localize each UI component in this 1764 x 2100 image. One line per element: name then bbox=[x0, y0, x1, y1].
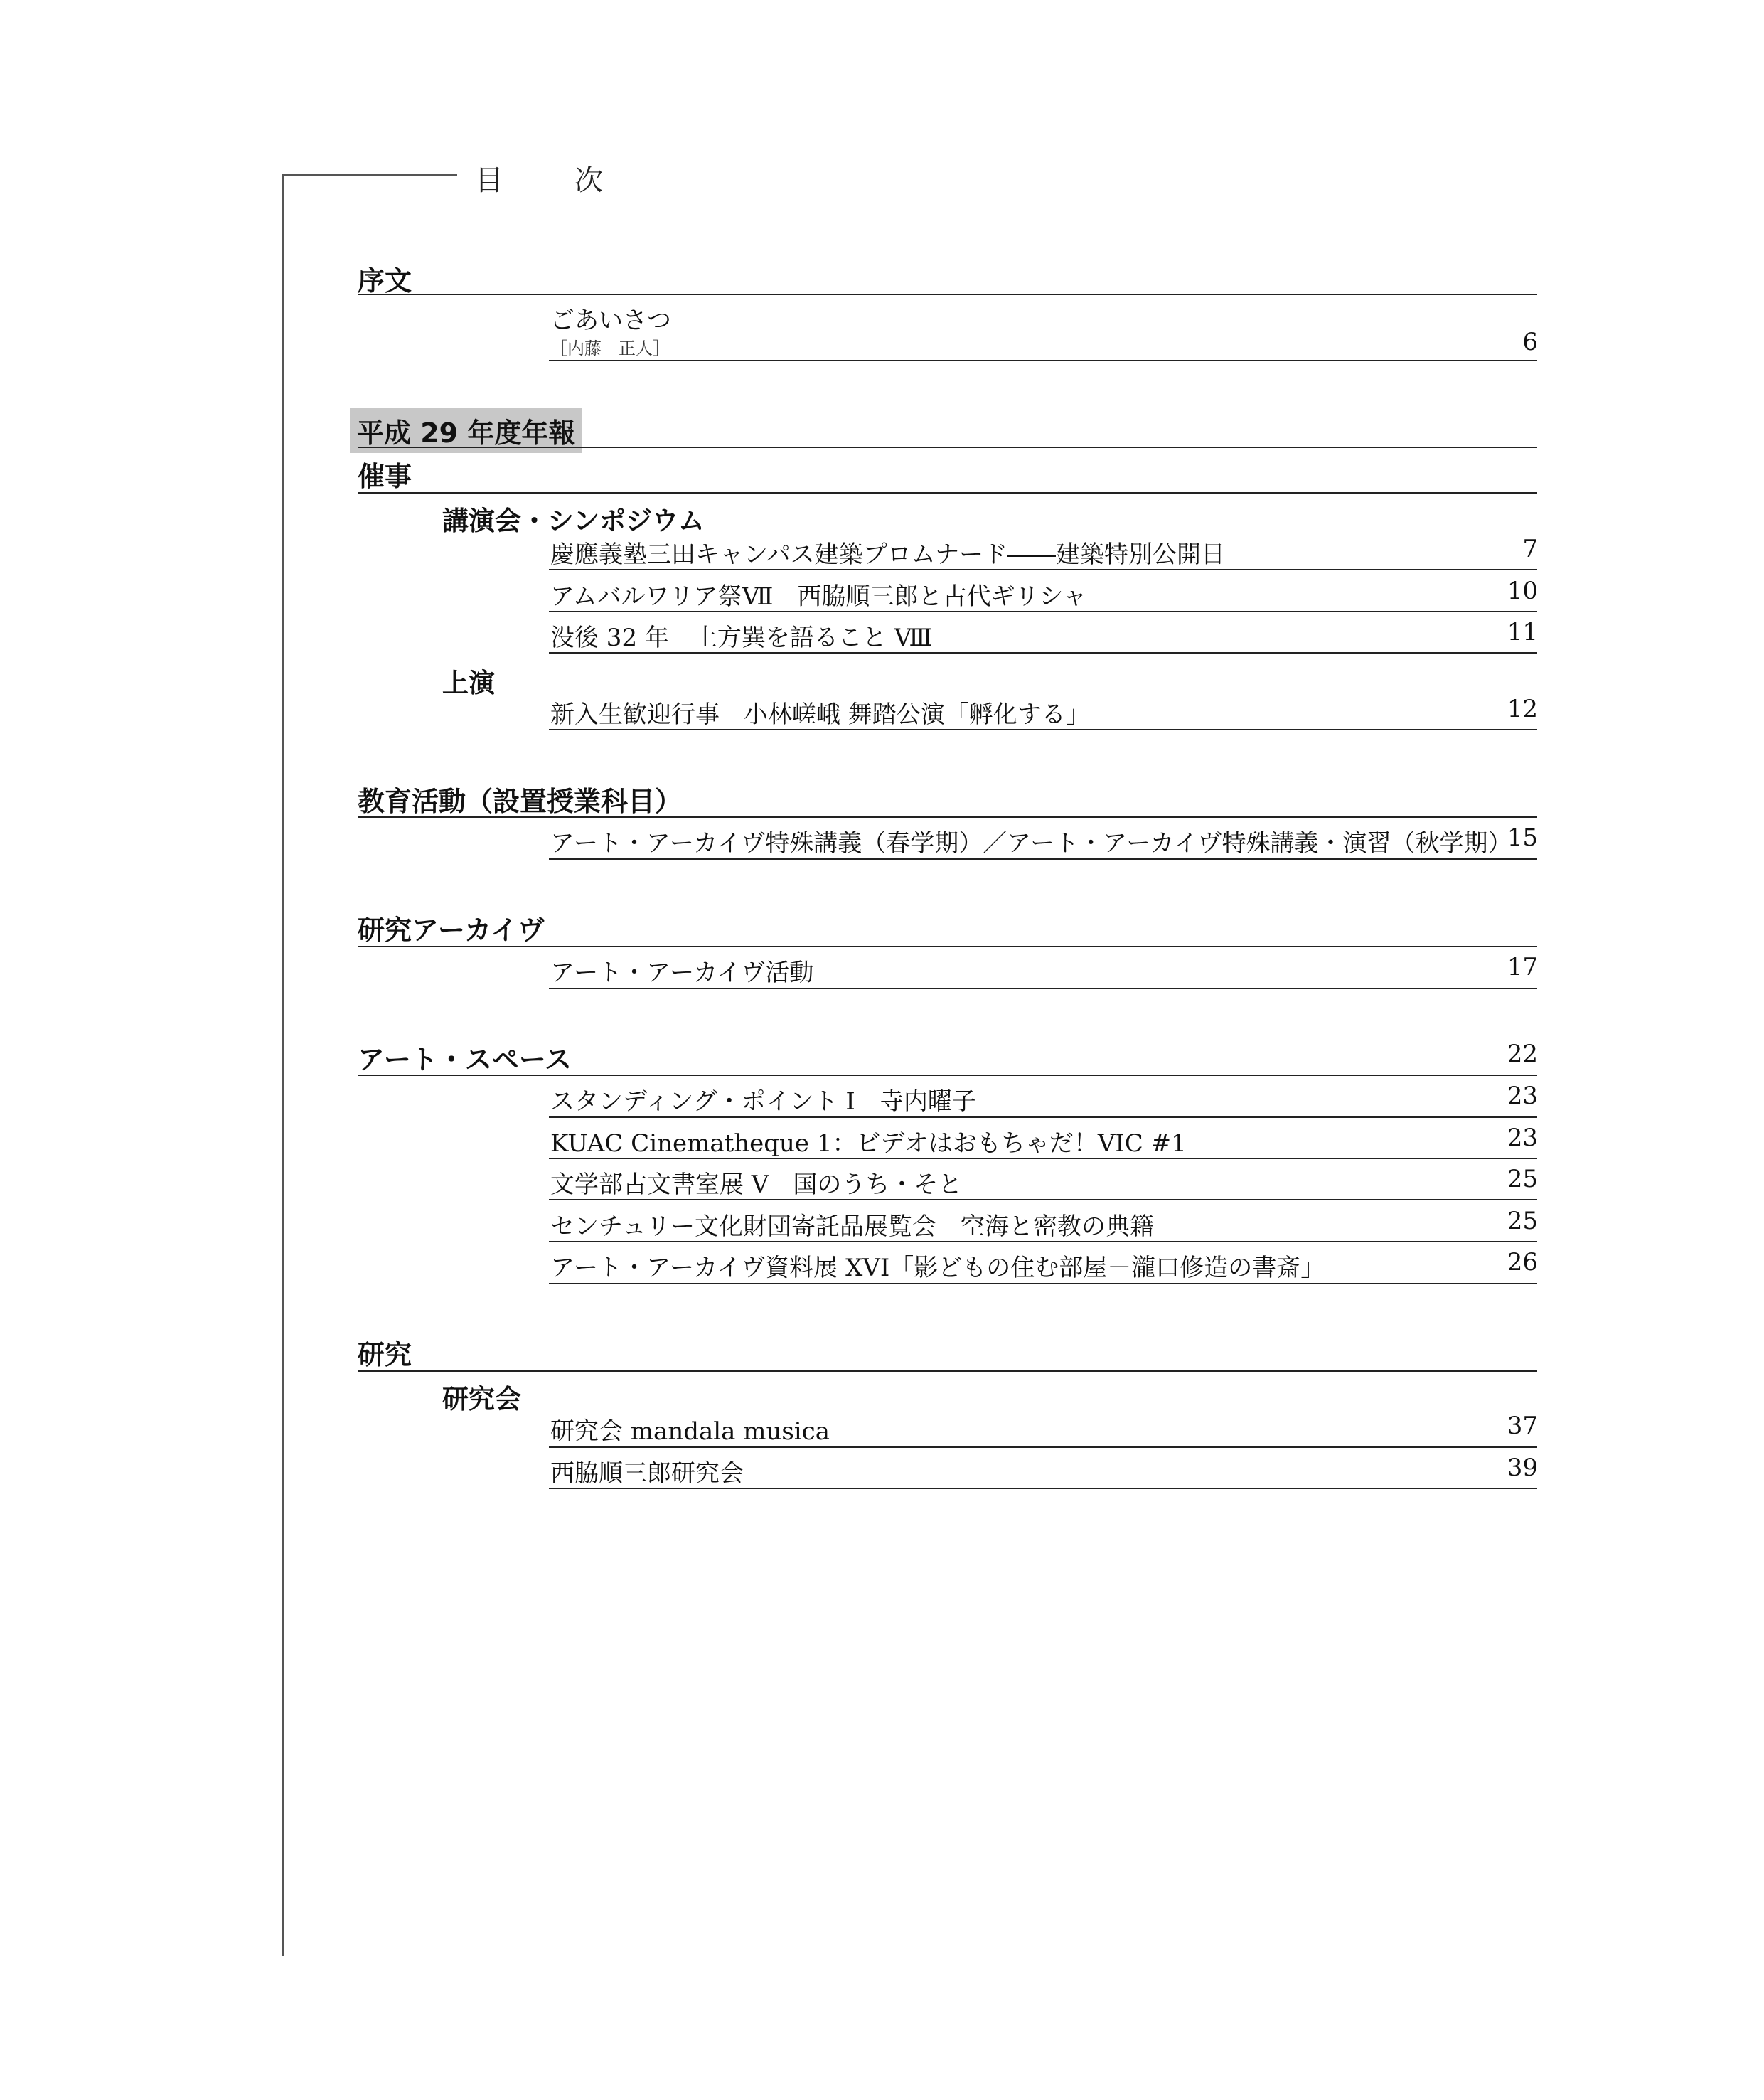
entry-rule bbox=[549, 569, 1537, 570]
page-number: 23 bbox=[1507, 1124, 1538, 1152]
section-heading-events: 催事 bbox=[358, 461, 412, 492]
entry-rule bbox=[549, 611, 1537, 612]
entry-rule bbox=[549, 1488, 1537, 1489]
subheading-lectures: 講演会・シンポジウム bbox=[442, 505, 705, 536]
page-number: 15 bbox=[1507, 824, 1538, 852]
section-heading-research: 研究 bbox=[358, 1339, 412, 1370]
frame-left-line bbox=[282, 174, 284, 1956]
toc-entry[interactable]: アート・アーカイヴ活動 bbox=[550, 959, 814, 987]
toc-entry[interactable]: アート・アーカイヴ資料展 XVI「影どもの住む部屋－瀧口修造の書斎」 bbox=[550, 1254, 1325, 1282]
toc-entry[interactable]: 新入生歓迎行事 小林嵯峨 舞踏公演「孵化する」 bbox=[550, 700, 1090, 729]
page-number: 26 bbox=[1507, 1248, 1538, 1276]
page-number: 12 bbox=[1507, 695, 1538, 723]
toc-entry[interactable]: アムバルワリア祭Ⅶ 西脇順三郎と古代ギリシャ bbox=[550, 582, 1087, 611]
section-rule bbox=[358, 492, 1537, 494]
page-number: 23 bbox=[1507, 1082, 1538, 1110]
page-number: 10 bbox=[1507, 577, 1538, 605]
section-heading-artspace: アート・スペース bbox=[358, 1044, 572, 1075]
toc-entry[interactable]: スタンディング・ポイント Ⅰ 寺内曜子 bbox=[550, 1087, 976, 1116]
section-rule bbox=[358, 1370, 1537, 1372]
section-heading-archive: 研究アーカイヴ bbox=[358, 915, 545, 946]
section-rule bbox=[358, 946, 1537, 947]
page-number: 6 bbox=[1522, 328, 1538, 356]
entry-rule bbox=[549, 858, 1537, 860]
annual-report-heading: 平成 29 年度年報 bbox=[350, 408, 582, 453]
page-number: 37 bbox=[1507, 1412, 1538, 1440]
page-number: 11 bbox=[1507, 618, 1538, 646]
page-number: 39 bbox=[1507, 1454, 1538, 1482]
subheading-research-group: 研究会 bbox=[442, 1383, 521, 1414]
toc-entry[interactable]: 西脇順三郎研究会 bbox=[550, 1459, 744, 1488]
entry-rule bbox=[549, 652, 1537, 654]
toc-entry[interactable]: センチュリー文化財団寄託品展覧会 空海と密教の典籍 bbox=[550, 1212, 1154, 1241]
section-heading-education: 教育活動（設置授業科目） bbox=[358, 786, 683, 817]
entry-rule bbox=[549, 360, 1537, 361]
entry-rule bbox=[549, 1446, 1537, 1448]
entry-rule bbox=[549, 1283, 1537, 1284]
section-rule bbox=[358, 816, 1537, 818]
entry-rule bbox=[549, 988, 1537, 989]
subheading-performance: 上演 bbox=[442, 667, 495, 698]
section-rule bbox=[358, 1075, 1537, 1076]
toc-entry[interactable]: 文学部古文書室展 V 国のうち・そと bbox=[550, 1171, 963, 1199]
section-rule bbox=[358, 294, 1537, 295]
toc-entry[interactable]: KUAC Cinematheque 1：ビデオはおもちゃだ！VIC #1 bbox=[550, 1129, 1187, 1158]
entry-rule bbox=[549, 729, 1537, 730]
page-number: 25 bbox=[1507, 1207, 1538, 1235]
section-rule bbox=[358, 447, 1537, 448]
toc-entry-greeting[interactable]: ごあいさつ bbox=[550, 307, 671, 335]
entry-rule bbox=[549, 1241, 1537, 1242]
entry-rule bbox=[549, 1199, 1537, 1200]
section-heading-preface: 序文 bbox=[358, 265, 412, 297]
page-number: 17 bbox=[1507, 953, 1538, 981]
toc-entry[interactable]: 慶應義塾三田キャンパス建築プロムナード――建築特別公開日 bbox=[550, 540, 1225, 569]
page-number: 22 bbox=[1507, 1040, 1538, 1068]
entry-rule bbox=[549, 1116, 1537, 1118]
toc-entry[interactable]: 研究会 mandala musica bbox=[550, 1417, 830, 1446]
toc-entry[interactable]: アート・アーカイヴ特殊講義（春学期）／アート・アーカイヴ特殊講義・演習（秋学期） bbox=[550, 829, 1512, 858]
frame-top-line bbox=[283, 174, 457, 176]
page-number: 7 bbox=[1522, 535, 1538, 563]
page-number: 25 bbox=[1507, 1165, 1538, 1193]
toc-title: 目 次 bbox=[475, 164, 624, 197]
toc-entry[interactable]: 没後 32 年 土方巽を語ること Ⅷ bbox=[550, 624, 933, 652]
entry-author: ［内藤 正人］ bbox=[550, 339, 670, 358]
entry-rule bbox=[549, 1158, 1537, 1159]
